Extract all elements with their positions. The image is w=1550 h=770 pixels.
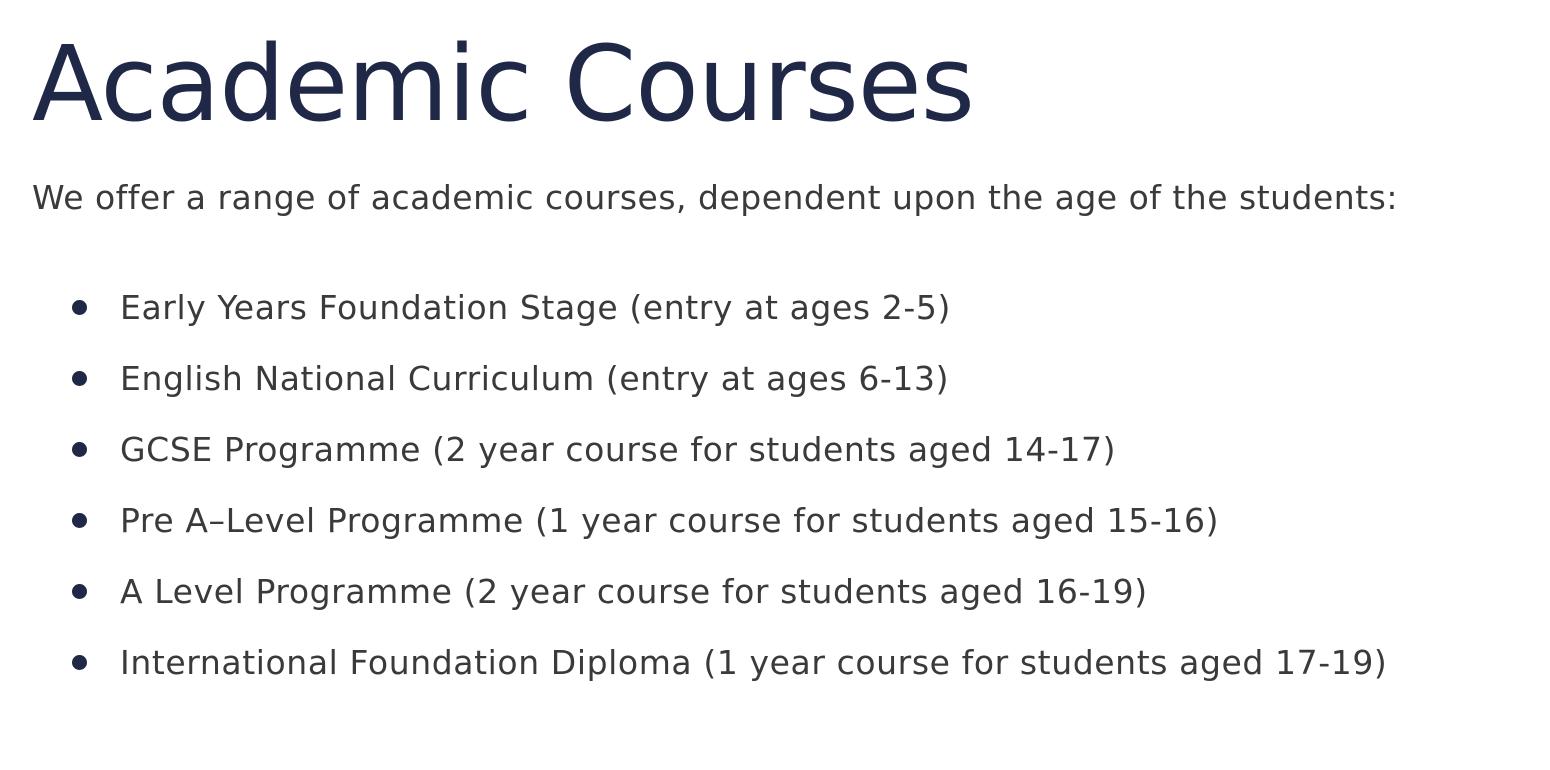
list-item bbox=[32, 556, 1550, 627]
bullet-icon bbox=[72, 442, 87, 457]
list-item bbox=[32, 343, 1550, 414]
course-label: GCSE Programme (2 year course for students aged 14-17) bbox=[120, 429, 1117, 469]
page-title: Academic Courses bbox=[32, 23, 974, 145]
list-item bbox=[32, 272, 1550, 343]
list-item bbox=[32, 627, 1550, 698]
course-label: Early Years Foundation Stage (entry at ages 2-5) bbox=[120, 287, 951, 327]
list-item bbox=[32, 414, 1550, 485]
course-label: Pre A–Level Programme (1 year course for students aged 15-16) bbox=[120, 500, 1220, 540]
course-label: English National Curriculum (entry at ages 6-13) bbox=[120, 358, 950, 398]
course-label: International Foundation Diploma (1 year course for students aged 17-19) bbox=[120, 642, 1388, 682]
bullet-icon bbox=[72, 513, 87, 528]
bullet-icon bbox=[72, 584, 87, 599]
course-label: A Level Programme (2 year course for students aged 16-19) bbox=[120, 571, 1148, 611]
list-item bbox=[32, 485, 1550, 556]
bullet-icon bbox=[72, 655, 87, 670]
bullet-icon bbox=[72, 371, 87, 386]
course-list bbox=[32, 272, 1550, 698]
intro-paragraph: We offer a range of academic courses, dependent upon the age of the students: bbox=[32, 178, 1398, 217]
bullet-icon bbox=[72, 300, 87, 315]
